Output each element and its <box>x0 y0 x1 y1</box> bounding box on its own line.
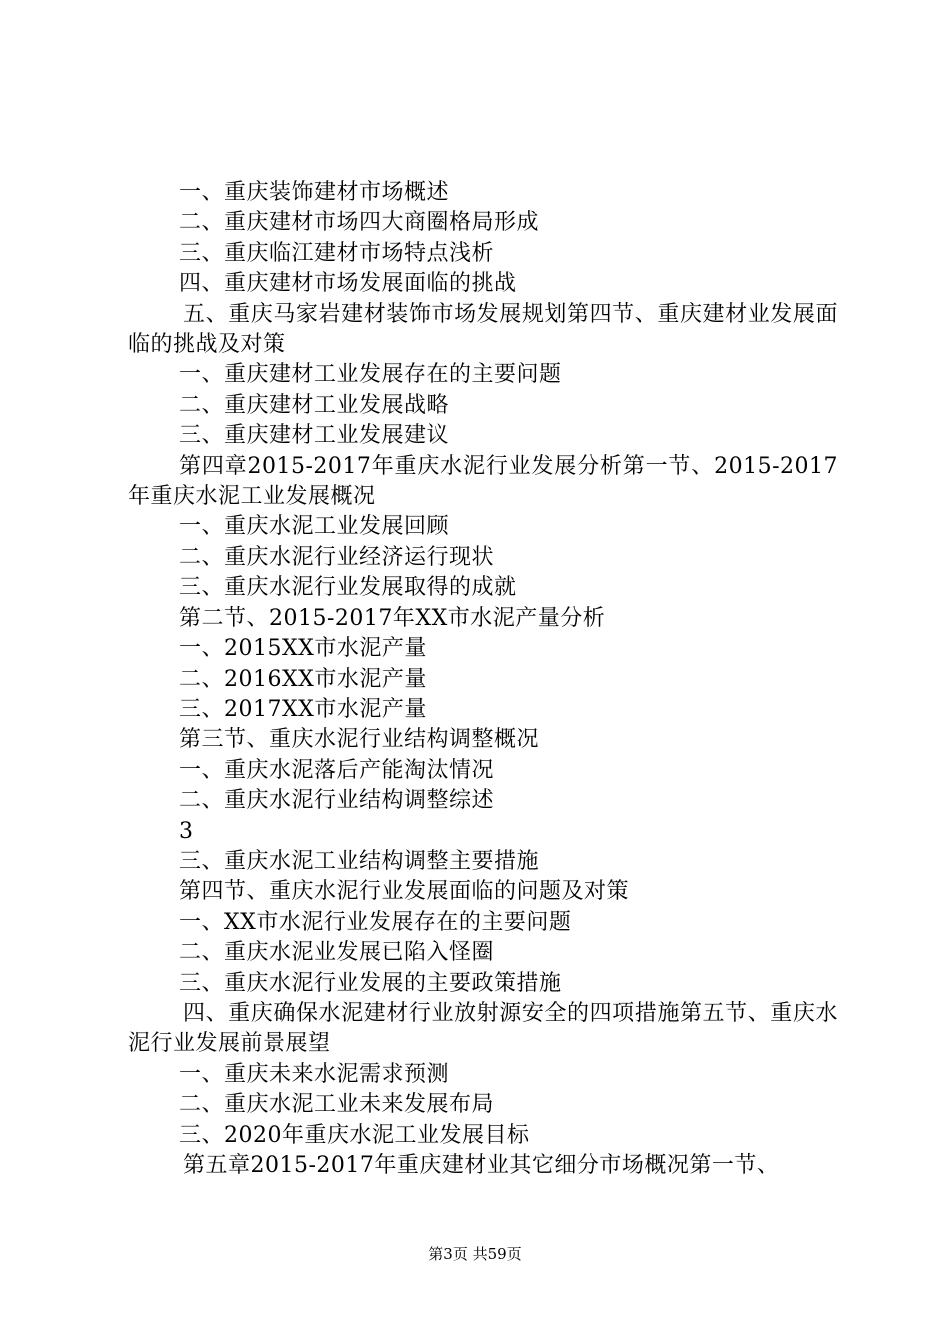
text-line: 一、重庆装饰建材市场概述 <box>179 180 450 205</box>
text-line: 二、重庆建材市场四大商圈格局形成 <box>179 210 540 236</box>
text-line: 一、重庆水泥工业发展回顾 <box>179 514 450 540</box>
document-body <box>128 178 838 1181</box>
text-line: 二、2016XX市水泥产量 <box>179 666 427 692</box>
section-heading: 第二节、2015-2017年XX市水泥产量分析 <box>179 605 606 631</box>
text-line: 三、2020年重庆水泥工业发展目标 <box>179 1122 530 1148</box>
chapter-heading: 第五章2015-2017年重庆建材业其它细分市场概况第一节、 <box>183 1153 780 1178</box>
text-line: 一、XX市水泥行业发展存在的主要问题 <box>179 909 572 935</box>
text-line: 二、重庆水泥工业未来发展布局 <box>179 1092 495 1118</box>
section-heading: 第四节、重庆水泥行业发展面临的问题及对策 <box>179 879 630 905</box>
text-line: 三、重庆水泥行业发展的主要政策措施 <box>179 970 562 996</box>
text-line: 一、重庆水泥落后产能淘汰情况 <box>179 757 495 783</box>
text-paragraph: 第四章2015-2017年重庆水泥行业发展分析第一节、2015-2017年重庆水泥工业发展概况 <box>128 453 838 510</box>
text-line: 三、重庆水泥工业结构调整主要措施 <box>179 848 540 874</box>
text-line: 三、重庆临江建材市场特点浅析 <box>179 240 495 266</box>
text-line: 四、重庆建材市场发展面临的挑战 <box>179 271 517 297</box>
text-line: 一、重庆建材工业发展存在的主要问题 <box>179 362 562 388</box>
text-line: 三、2017XX市水泥产量 <box>179 696 427 722</box>
text-line: 二、重庆水泥业发展已陷入怪圈 <box>179 940 495 966</box>
text-paragraph: 四、重庆确保水泥建材行业放射源安全的四项措施第五节、重庆水泥行业发展前景展望 <box>128 1000 838 1057</box>
stray-number: 3 <box>179 818 194 844</box>
text-line: 二、重庆建材工业发展战略 <box>179 392 450 418</box>
text-line: 一、重庆未来水泥需求预测 <box>179 1061 450 1087</box>
text-line: 二、重庆水泥行业结构调整综述 <box>179 788 495 814</box>
text-line: 三、重庆建材工业发展建议 <box>179 423 450 449</box>
section-heading: 第三节、重庆水泥行业结构调整概况 <box>179 727 540 753</box>
text-paragraph: 五、重庆马家岩建材装饰市场发展规划第四节、重庆建材业发展面临的挑战及对策 <box>128 301 838 358</box>
text-line: 三、重庆水泥行业发展取得的成就 <box>179 575 517 601</box>
text-line: 一、2015XX市水泥产量 <box>179 636 427 662</box>
page-footer: 第3页 共59页 <box>428 1245 522 1263</box>
text-line: 二、重庆水泥行业经济运行现状 <box>179 544 495 570</box>
